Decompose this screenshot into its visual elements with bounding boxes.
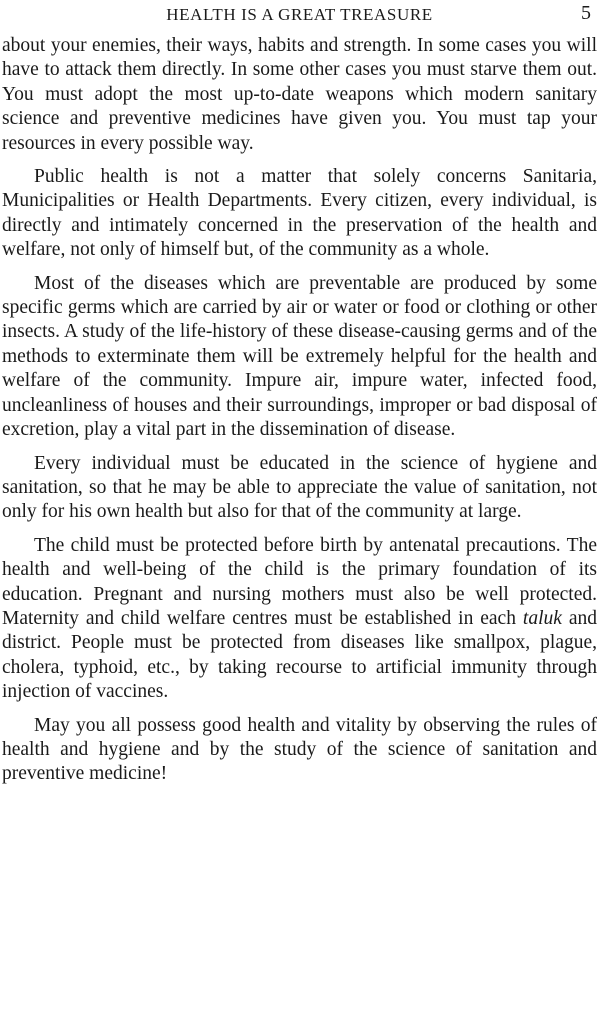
italic-term-taluk: taluk — [522, 607, 562, 629]
body-text — [2, 34, 597, 787]
paragraph-continued: about your enemies, their ways, habits and strength. In some cases you will have to attack them directly. In some other cases you must starve them out. You must adopt the most up-to-date weapons which modern sanitary science and preventive medicines have given you. You must tap your resources in every possible way. — [2, 35, 597, 154]
paragraph-public-health: Public health is not a matter that solely concerns Sanitaria, Municipalities or Health Departments. Every citizen, every individual, is directly and intimately concerned in the preservation of the health and welfare, not only of himself but, of the community as a whole. — [2, 166, 597, 261]
paragraph-text-before-italic: The child must be protected before birth by antenatal precautions. The health and well-being of the child is the primary foundation of its education. Pregnant and nursing mothers must also be well protected. Maternity and child welfare centres must be established in each — [2, 534, 597, 629]
paragraph-closing-wish: May you all possess good health and vitality by observing the rules of health and hygiene and by the study of the science of sanitation and preventive medicine! — [2, 714, 597, 785]
page-number: 5 — [581, 2, 591, 24]
paragraph-child-protection — [2, 534, 597, 705]
page-header — [2, 0, 597, 30]
paragraph-diseases: Most of the diseases which are preventable are produced by some specific germs which are carried by air or water or food or clothing or other insects. A study of the life-history of these disease-causing germs and of the methods to exterminate them will be extremely helpful for the health and welfare of the community. Impure air, impure water, infected food, uncleanliness of houses and their surroundings, improper or bad disposal of excretion, play a vital part in the dissemination of disease. — [2, 272, 597, 441]
paragraph-education: Every individual must be educated in the science of hygiene and sanitation, so that he may be able to appreciate the value of sanitation, not only for his own health but also for that of the community at large. — [2, 452, 597, 523]
running-title: HEALTH IS A GREAT TREASURE — [166, 5, 433, 24]
paragraph-text-after-italic: and district. People must be protected from diseases like smallpox, plague, cholera, typhoid, etc., by taking recourse to artificial immunity through injection of vaccines. — [2, 607, 597, 703]
